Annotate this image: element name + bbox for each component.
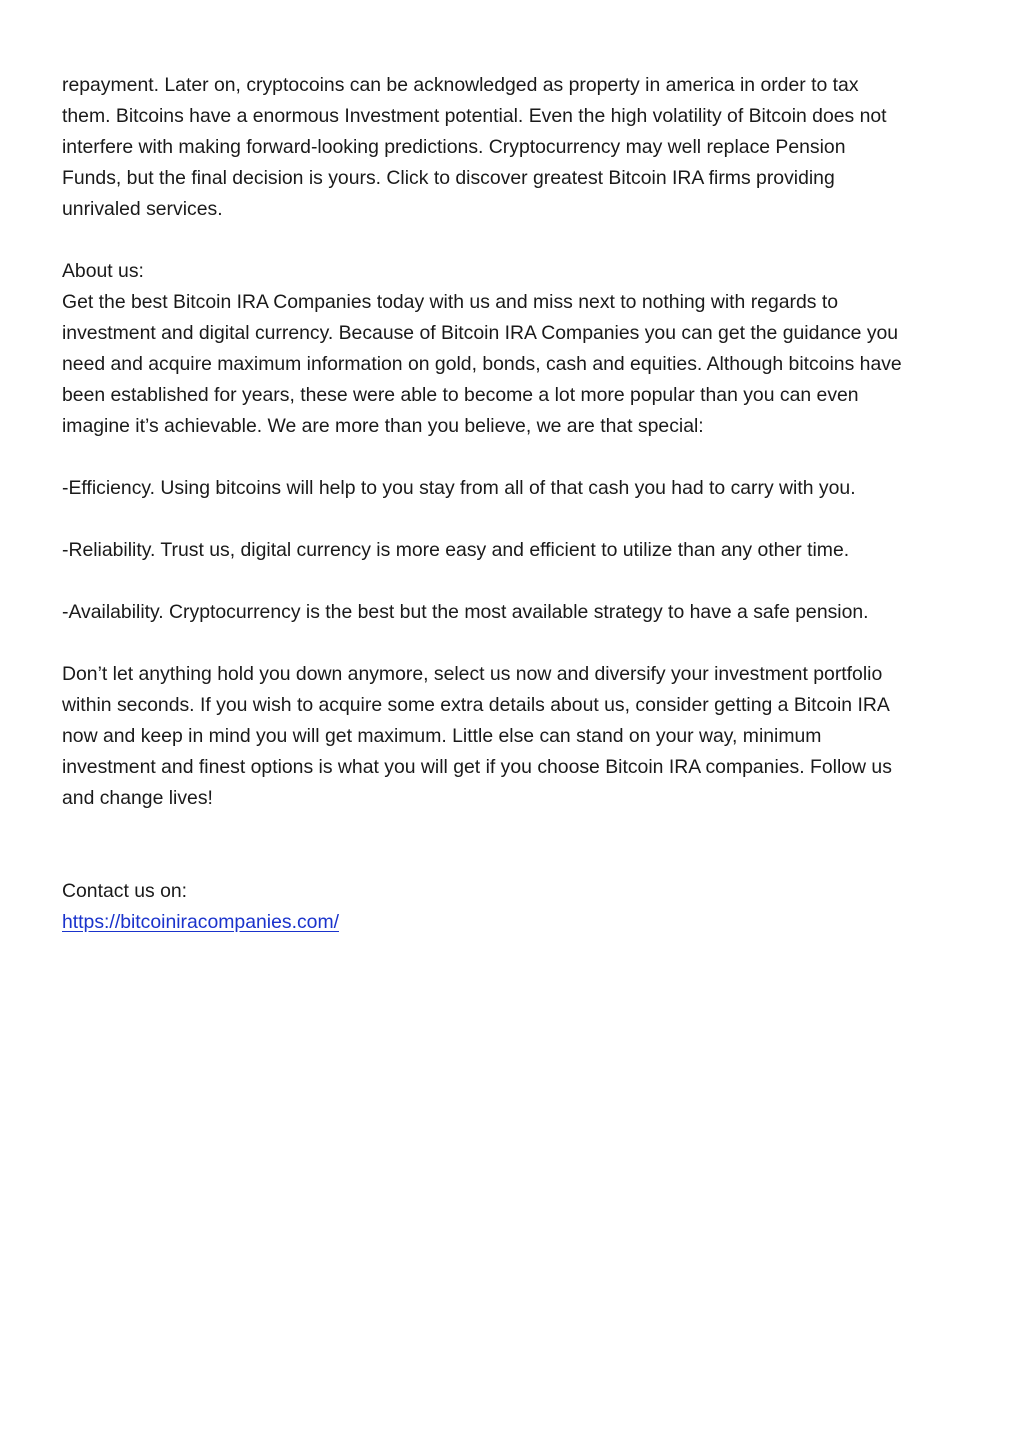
paragraph-line: been established for years, these were able to become a lot more popular than you can even	[62, 384, 859, 406]
paragraph-line: Get the best Bitcoin IRA Companies today with us and miss next to nothing with regards to	[62, 291, 839, 313]
paragraph-line: within seconds. If you wish to acquire some extra details about us, consider getting a Bitcoin IRA	[62, 694, 890, 716]
contact-label: Contact us on:	[62, 880, 188, 902]
bullet-reliability	[62, 535, 972, 566]
paragraph-line: now and keep in mind you will get maximum. Little else can stand on your way, minimum	[62, 725, 822, 747]
paragraph-line: them. Bitcoins have a enormous Investment potential. Even the high volatility of Bitcoin does not	[62, 105, 887, 127]
intro-paragraph	[62, 70, 972, 225]
about-section	[62, 256, 972, 442]
paragraph-line: repayment. Later on, cryptocoins can be acknowledged as property in america in order to tax	[62, 74, 859, 96]
about-heading: About us:	[62, 260, 144, 282]
bullet-text: -Reliability. Trust us, digital currency is more easy and efficient to utilize than any other time.	[62, 539, 850, 561]
paragraph-line: investment and digital currency. Because of Bitcoin IRA Companies you can get the guidance you	[62, 322, 899, 344]
document-page	[62, 70, 972, 969]
bullet-text: -Availability. Cryptocurrency is the best but the most available strategy to have a safe pension.	[62, 601, 869, 623]
contact-section	[62, 876, 972, 938]
closing-paragraph	[62, 659, 972, 814]
bullet-efficiency	[62, 473, 972, 504]
paragraph-line: need and acquire maximum information on gold, bonds, cash and equities. Although bitcoins have	[62, 353, 902, 375]
paragraph-line: unrivaled services.	[62, 198, 223, 220]
paragraph-line: Don’t let anything hold you down anymore, select us now and diversify your investment portfolio	[62, 663, 883, 685]
paragraph-line: imagine it’s achievable. We are more than you believe, we are that special:	[62, 415, 704, 437]
paragraph-line: Funds, but the final decision is yours. Click to discover greatest Bitcoin IRA firms providing	[62, 167, 835, 189]
blank-line	[62, 845, 972, 876]
paragraph-line: investment and finest options is what you will get if you choose Bitcoin IRA companies. Follow us	[62, 756, 892, 778]
paragraph-line: and change lives!	[62, 787, 213, 809]
bullet-availability	[62, 597, 972, 628]
bullet-text: -Efficiency. Using bitcoins will help to you stay from all of that cash you had to carry with you.	[62, 477, 856, 499]
contact-link[interactable]: https://bitcoiniracompanies.com/	[62, 911, 339, 933]
paragraph-line: interfere with making forward-looking predictions. Cryptocurrency may well replace Pension	[62, 136, 846, 158]
